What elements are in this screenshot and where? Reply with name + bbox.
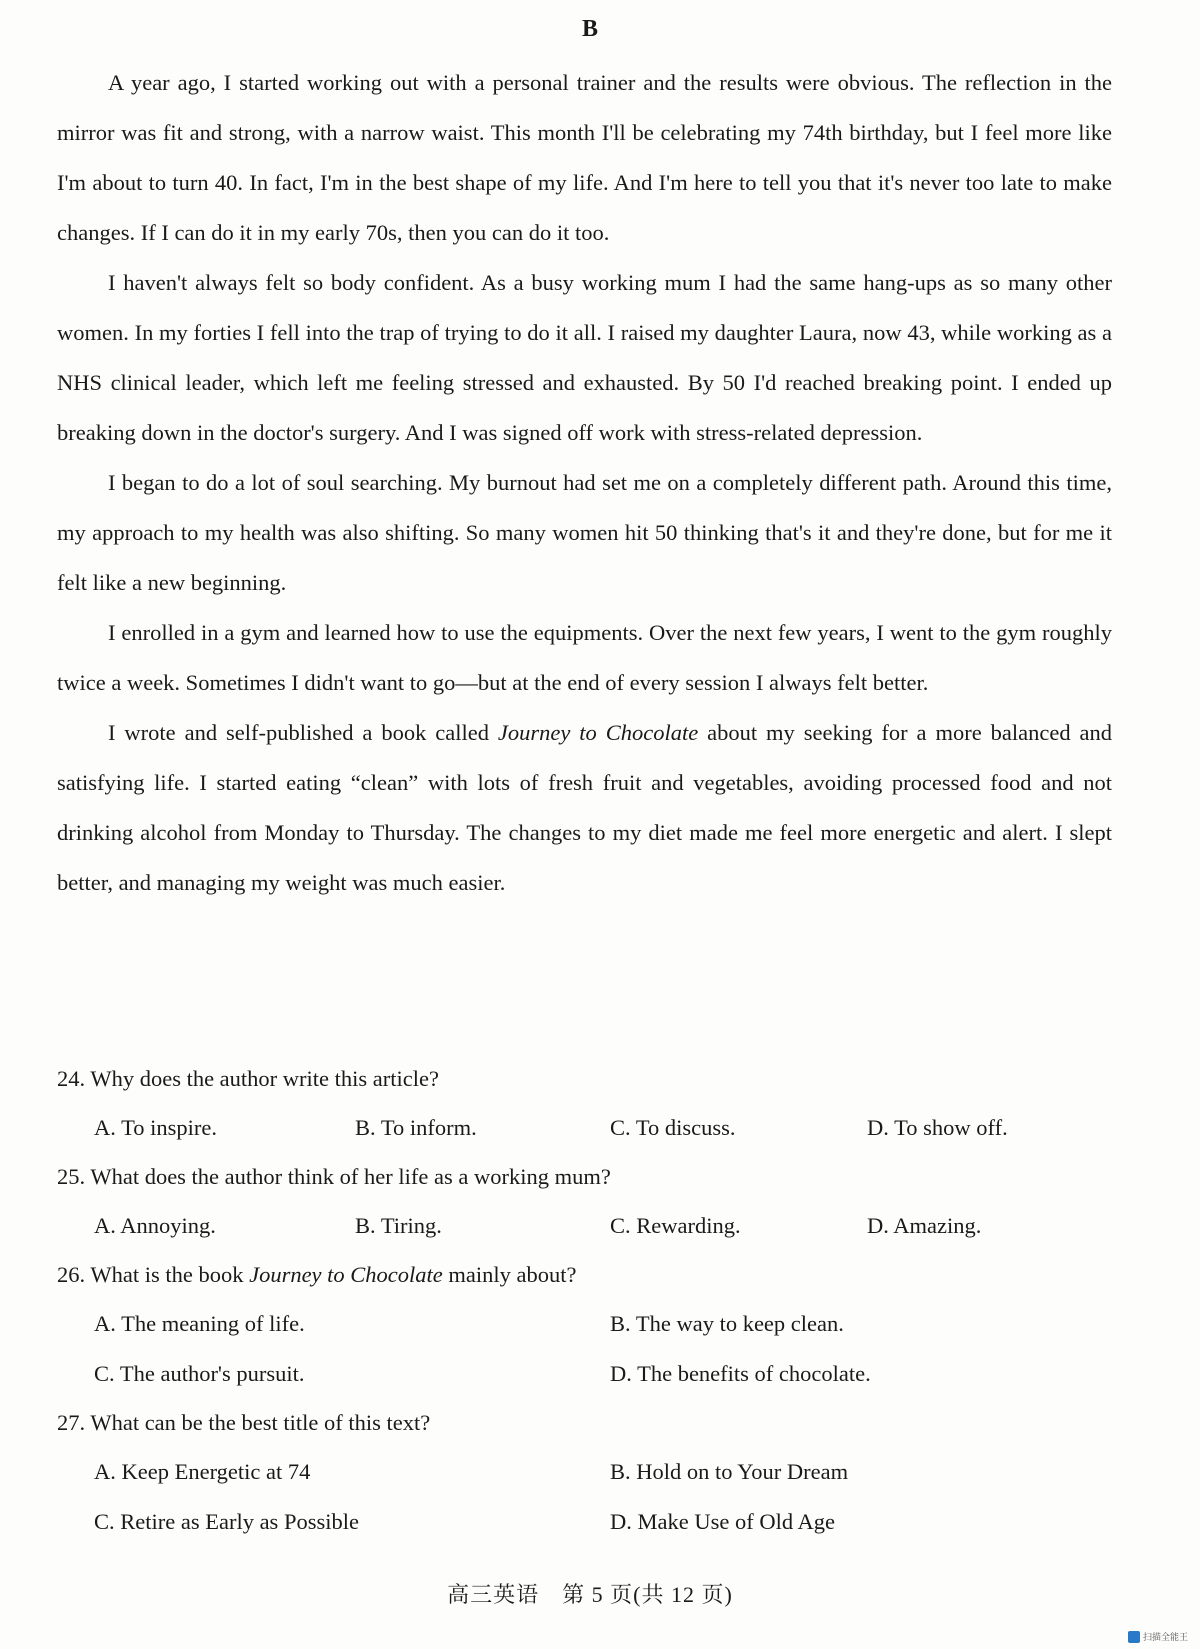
question-27-options-row-2 xyxy=(57,1497,1112,1547)
paragraph-5-lead: I wrote and self-published a book called xyxy=(108,720,498,745)
option-27-c: C. Retire as Early as Possible xyxy=(94,1509,359,1534)
question-24-stem: 24. Why does the author write this article? xyxy=(57,1066,439,1091)
question-27-stem: 27. What can be the best title of this text? xyxy=(57,1410,431,1435)
option-24-c: C. To discuss. xyxy=(610,1115,736,1140)
option-25-b: B. Tiring. xyxy=(355,1213,442,1238)
question-26-stem xyxy=(57,1251,1112,1299)
option-24-a: A. To inspire. xyxy=(94,1115,218,1140)
option-27-d: D. Make Use of Old Age xyxy=(610,1509,835,1534)
option-24-b: B. To inform. xyxy=(355,1115,477,1140)
paragraph-1: A year ago, I started working out with a personal trainer and the results were obvious. The reflection in the mirror was fit and strong, with a narrow waist. This month I'll be celebrating my 74th birthday, but I feel more like I'm about to turn 40. In fact, I'm in the best shape of my life. And I'm here to tell you that it's never too late to make changes. If I can do it in my early 70s, then you can do it too. xyxy=(57,70,1112,245)
option-26-d: D. The benefits of chocolate. xyxy=(610,1361,871,1386)
question-26-options-row-2 xyxy=(57,1349,1112,1399)
section-heading: B xyxy=(581,16,598,42)
question-27-options-row-1 xyxy=(57,1447,1112,1497)
paragraph-5-rest: about my seeking for a more balanced and satisfying life. I started eating “clean” with lots of fresh fruit and vegetables, avoiding processed food and not drinking alcohol from Monday to Thursday. The changes to my diet made me feel more energetic and alert. I slept better, and managing my weight was much easier. xyxy=(57,720,1112,895)
option-25-d: D. Amazing. xyxy=(867,1213,982,1238)
option-26-c: C. The author's pursuit. xyxy=(94,1361,305,1386)
reading-passage xyxy=(57,58,1112,908)
book-title: Journey to Chocolate xyxy=(497,720,699,745)
option-27-b: B. Hold on to Your Dream xyxy=(610,1459,849,1484)
paragraph-2: I haven't always felt so body confident. As a busy working mum I had the same hang-ups as so many other women. In my forties I fell into the trap of trying to do it all. I raised my daughter Laura, now 43, while working as a NHS clinical leader, which left me feeling stressed and exhausted. By 50 I'd reached breaking point. I ended up breaking down in the doctor's surgery. And I was signed off work with stress-related depression. xyxy=(57,270,1112,445)
option-26-b: B. The way to keep clean. xyxy=(610,1311,844,1336)
option-27-a: A. Keep Energetic at 74 xyxy=(94,1459,311,1484)
question-24-options xyxy=(57,1103,1112,1153)
scanner-logo-icon xyxy=(1128,1631,1140,1643)
option-25-a: A. Annoying. xyxy=(94,1213,216,1238)
paragraph-3: I began to do a lot of soul searching. My burnout had set me on a completely different path. Around this time, my approach to my health was also shifting. So many women hit 50 thinking that's it and they're done, but for me it felt like a new beginning. xyxy=(57,470,1112,595)
option-26-a: A. The meaning of life. xyxy=(94,1311,305,1336)
scanner-watermark-text: 扫描全能王 xyxy=(1142,1633,1188,1643)
option-24-d: D. To show off. xyxy=(867,1115,1008,1140)
question-26-rest: mainly about? xyxy=(442,1262,577,1287)
page-footer: 高三英语 第 5 页(共 12 页) xyxy=(447,1582,733,1607)
question-26-options-row-1 xyxy=(57,1299,1112,1349)
paragraph-4: I enrolled in a gym and learned how to use the equipments. Over the next few years, I went to the gym roughly twice a week. Sometimes I didn't want to go—but at the end of every session I always felt better. xyxy=(57,620,1112,695)
question-26-lead: 26. What is the book xyxy=(57,1262,250,1287)
question-25-stem: 25. What does the author think of her life as a working mum? xyxy=(57,1164,611,1189)
paragraph-5 xyxy=(57,708,1112,908)
question-25-options xyxy=(57,1201,1112,1251)
option-25-c: C. Rewarding. xyxy=(610,1213,741,1238)
question-26-book-title: Journey to Chocolate xyxy=(249,1262,443,1287)
question-list xyxy=(57,1055,1112,1547)
scanner-watermark xyxy=(1128,1630,1188,1643)
